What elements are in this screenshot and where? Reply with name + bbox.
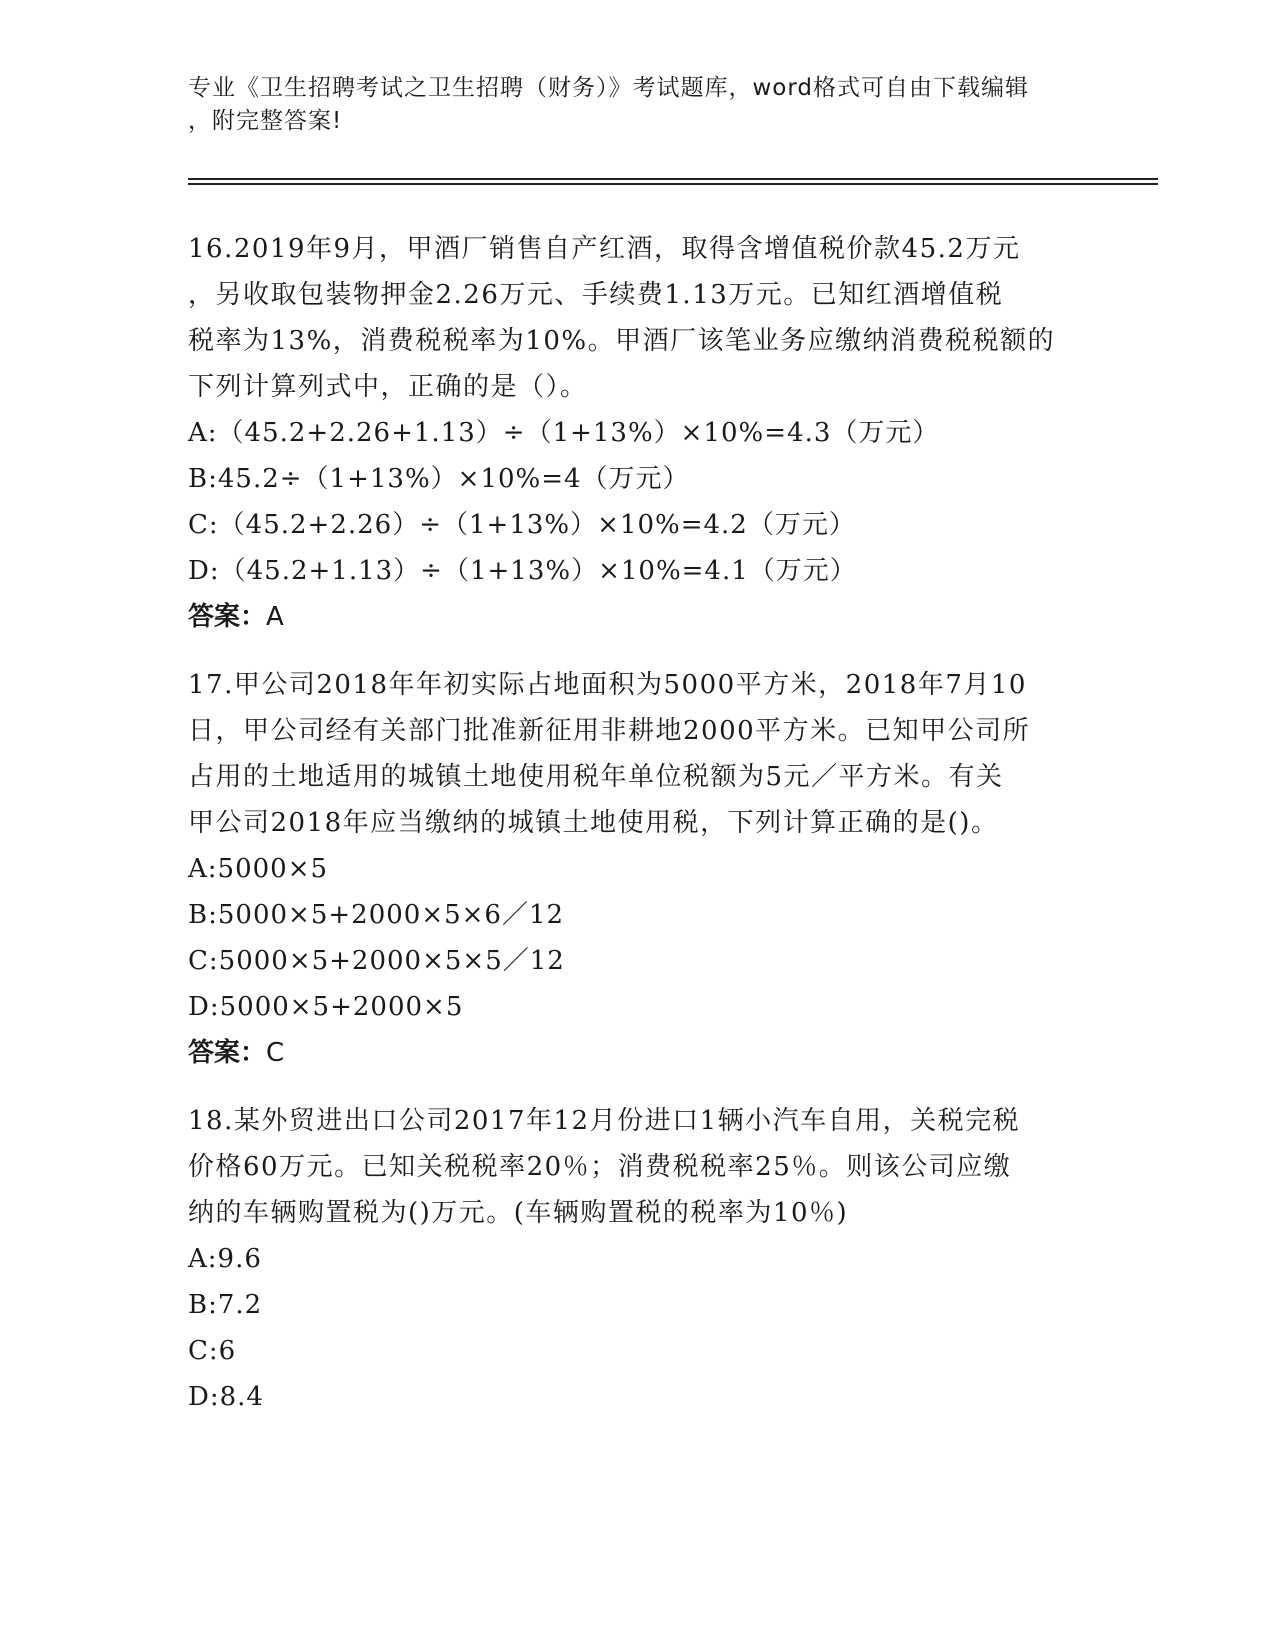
option-b: B:7.2 [188,1290,263,1320]
question-stem [188,662,1088,846]
header-rule-top [188,178,1158,180]
answer-line [188,594,1088,640]
answer-value: C [266,1038,285,1068]
option-d: D:8.4 [188,1382,264,1412]
stem-line: 日，甲公司经有关部门批准新征用非耕地2000平方米。已知甲公司所 [188,716,1031,746]
option-b: B:45.2÷（1+13%）×10%=4（万元） [188,464,690,494]
option-d: D:（45.2+1.13）÷（1+13%）×10%=4.1（万元） [188,556,857,586]
answer-value: A [266,602,284,632]
stem-line: 下列计算列式中，正确的是（）。 [188,372,588,402]
stem-line: 18.某外贸进出口公司2017年12月份进口1辆小汽车自用，关税完税 [188,1106,1021,1136]
stem-line: 16.2019年9月，甲酒厂销售自产红酒，取得含增值税价款45.2万元 [188,234,1021,264]
answer-label: 答案： [188,1038,267,1068]
option-c: C:（45.2+2.26）÷（1+13%）×10%=4.2（万元） [188,510,856,540]
question-stem [188,1098,1088,1236]
option-a: A:5000×5 [188,854,329,884]
stem-line: 税率为13%，消费税税率为10%。甲酒厂该笔业务应缴纳消费税税额的 [188,326,1056,356]
stem-line: ，另收取包装物押金2.26万元、手续费1.13万元。已知红酒增值税 [188,280,1004,310]
option-c: C:6 [188,1336,237,1366]
option-a: A:（45.2+2.26+1.13）÷（1+13%）×10%=4.3（万元） [188,418,940,448]
header-line-1: 专业《卫生招聘考试之卫生招聘（财务）》考试题库，word格式可自由下载编辑 [188,75,1030,101]
answer-line [188,1030,1088,1076]
stem-line: 17.甲公司2018年年初实际占地面积为5000平方米，2018年7月10 [188,670,1027,700]
question-stem [188,226,1088,410]
stem-line: 占用的土地适用的城镇土地使用税年单位税额为5元／平方米。有关 [188,762,1004,792]
stem-line: 价格60万元。已知关税税率20％；消费税税率25％。则该公司应缴 [188,1152,1012,1182]
question-17 [188,662,1088,1076]
question-16 [188,226,1088,640]
option-b: B:5000×5+2000×5×6／12 [188,900,565,930]
header-line-2: ，附完整答案! [188,108,343,134]
option-d: D:5000×5+2000×5 [188,992,464,1022]
option-a: A:9.6 [188,1244,262,1274]
question-18 [188,1098,1088,1420]
document-header [188,72,1068,138]
header-rule-bottom [188,183,1158,185]
option-c: C:5000×5+2000×5×5／12 [188,946,565,976]
stem-line: 甲公司2018年应当缴纳的城镇土地使用税，下列计算正确的是()。 [188,808,999,838]
stem-line: 纳的车辆购置税为()万元。(车辆购置税的税率为10％) [188,1198,849,1228]
answer-label: 答案： [188,602,267,632]
